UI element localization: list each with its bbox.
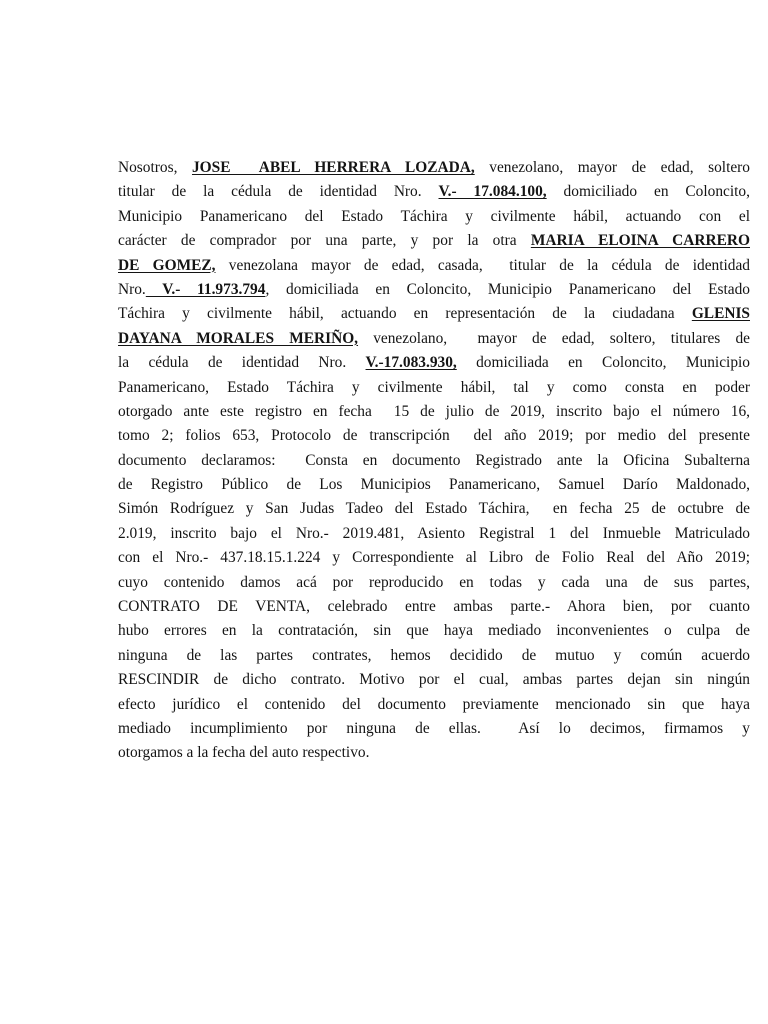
- text-run: venezolana mayor de edad, casada, titular de la cédula de identidad: [215, 256, 750, 274]
- document-line: [118, 619, 750, 643]
- text-run: de Registro Público de Los Municipios Panamericano, Samuel Darío Maldonado,: [118, 476, 750, 494]
- emphasized-text: V.-17.083.930,: [365, 354, 457, 372]
- document-line: [118, 424, 750, 448]
- text-run: Municipio Panamericano del Estado Táchira y civilmente hábil, actuando con el: [118, 207, 750, 225]
- text-run: domiciliado en Coloncito,: [546, 183, 750, 201]
- document-line: [118, 522, 750, 546]
- document-line: [118, 278, 750, 302]
- text-run: hubo errores en la contratación, sin que haya mediado inconvenientes o culpa de: [118, 622, 750, 640]
- text-run: venezolano, mayor de edad, soltero: [474, 159, 751, 176]
- document-line: [118, 351, 750, 375]
- document-line: [118, 473, 750, 497]
- emphasized-text: DAYANA MORALES MERIÑO,: [118, 329, 359, 347]
- text-run: ninguna de las partes contrates, hemos decidido de mutuo y común acuerdo: [118, 646, 750, 664]
- document-line: [118, 180, 750, 204]
- document-line: [118, 668, 750, 692]
- document-body: [118, 156, 750, 766]
- text-run: CONTRATO DE VENTA, celebrado entre ambas parte.- Ahora bien, por cuanto: [118, 598, 750, 616]
- document-line: [118, 497, 750, 521]
- text-run: , domiciliada en Coloncito, Municipio Panamericano del Estado: [265, 280, 750, 298]
- text-run: efecto jurídico el contenido del documento previamente mencionado sin que haya: [118, 695, 750, 713]
- text-run: Simón Rodríguez y San Judas Tadeo del Estado Táchira, en fecha 25 de octubre de: [118, 500, 750, 518]
- text-run: domiciliada en Coloncito, Municipio: [456, 354, 750, 372]
- document-line: [118, 717, 750, 741]
- emphasized-text: DE GOMEZ,: [118, 256, 216, 274]
- text-run: con el Nro.- 437.18.15.1.224 y Correspondiente al Libro de Folio Real del Año 2019;: [118, 549, 750, 567]
- text-run: 2.019, inscrito bajo el Nro.- 2019.481, Asiento Registral 1 del Inmueble Matriculado: [118, 524, 750, 542]
- text-run: titular de la cédula de identidad Nro.: [118, 183, 439, 201]
- document-line: [118, 229, 750, 253]
- text-run: Táchira y civilmente hábil, actuando en representación de la ciudadana: [118, 305, 692, 323]
- emphasized-text: V.- 11.973.794: [145, 280, 266, 298]
- document-line: [118, 376, 750, 400]
- text-run: otorgado ante este registro en fecha 15 de julio de 2019, inscrito bajo el número 16,: [118, 402, 750, 420]
- text-run: tomo 2; folios 653, Protocolo de transcripción del año 2019; por medio del presente: [118, 427, 750, 445]
- text-run: otorgamos a la fecha del auto respectivo.: [118, 744, 370, 762]
- document-line: [118, 449, 750, 473]
- document-line: [118, 254, 750, 278]
- document-line: [118, 400, 750, 424]
- document-line: [118, 327, 750, 351]
- text-run: Panamericano, Estado Táchira y civilmente hábil, tal y como consta en poder: [118, 378, 750, 396]
- emphasized-text: JOSE ABEL HERRERA LOZADA,: [191, 159, 475, 176]
- text-run: cuyo contenido damos acá por reproducido en todas y cada una de sus partes,: [118, 573, 750, 591]
- emphasized-text: MARIA ELOINA CARRERO: [530, 232, 750, 250]
- document-line: [118, 302, 750, 326]
- document-line: [118, 741, 750, 765]
- text-run: RESCINDIR de dicho contrato. Motivo por el cual, ambas partes dejan sin ningún: [118, 671, 750, 689]
- emphasized-text: GLENIS: [691, 305, 750, 323]
- text-run: mediado incumplimiento por ninguna de ellas. Así lo decimos, firmamos y: [118, 719, 750, 737]
- document-line: [118, 546, 750, 570]
- text-run: carácter de comprador por una parte, y por la otra: [118, 232, 531, 250]
- text-run: venezolano, mayor de edad, soltero, titulares de: [358, 329, 750, 347]
- emphasized-text: V.- 17.084.100,: [438, 183, 547, 201]
- document-line: [118, 693, 750, 717]
- document-line: [118, 156, 750, 180]
- text-run: Nosotros,: [118, 159, 192, 176]
- text-run: Nro.: [118, 280, 146, 298]
- document-line: [118, 644, 750, 668]
- document-line: [118, 595, 750, 619]
- text-run: documento declaramos: Consta en documento Registrado ante la Oficina Subalterna: [118, 451, 750, 469]
- text-run: la cédula de identidad Nro.: [118, 354, 366, 372]
- document-line: [118, 205, 750, 229]
- document-line: [118, 571, 750, 595]
